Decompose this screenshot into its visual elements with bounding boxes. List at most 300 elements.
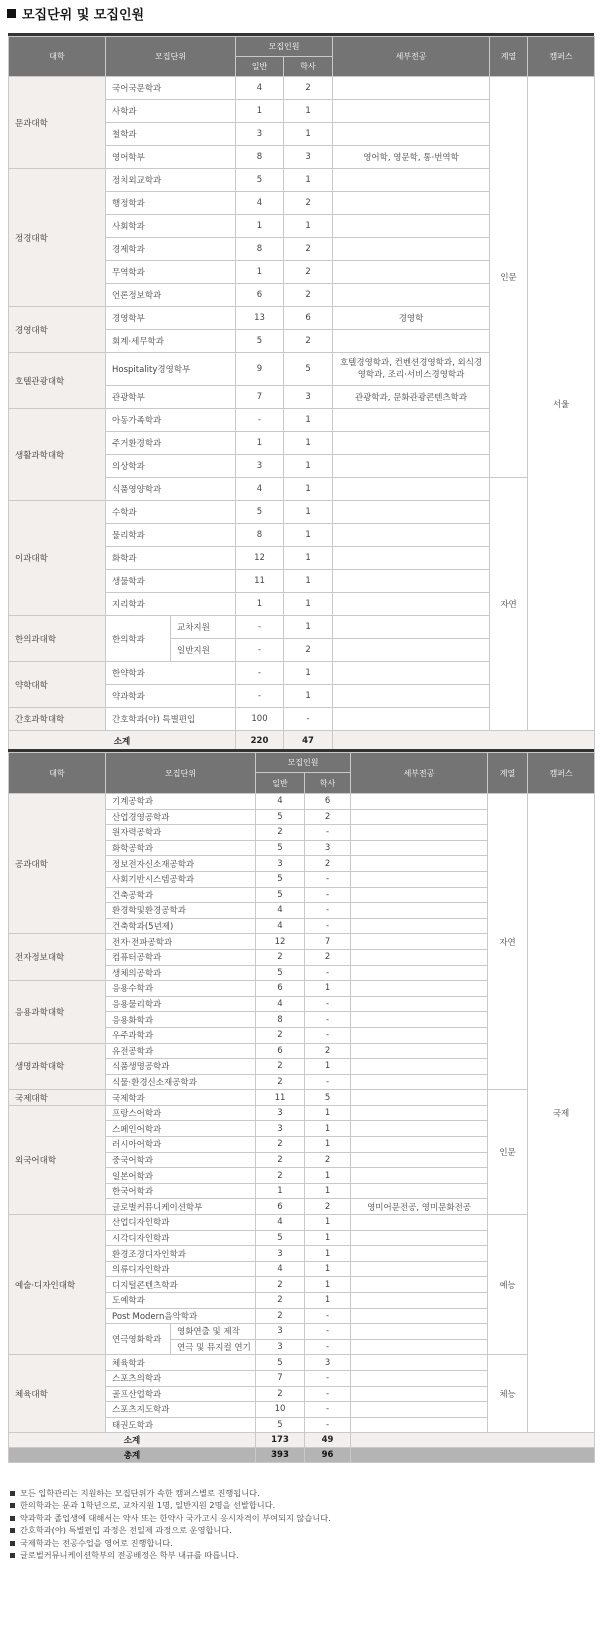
college-cell: 생명과학대학: [9, 1043, 106, 1090]
unit-cell: 중국어학과: [106, 1152, 256, 1168]
detail-cell: [351, 856, 488, 872]
header-unit: 모집단위: [106, 753, 256, 794]
bachelor-count: 1: [284, 501, 333, 524]
general-count: 1: [236, 261, 284, 284]
general-count: 100: [236, 708, 284, 731]
bachelor-count: 1: [305, 1105, 351, 1121]
bachelor-count: 1: [284, 593, 333, 616]
quota-table-global: [8, 749, 594, 1463]
note-text: 약과학과 졸업생에 대해서는 약사 또는 한약사 국가고시 응시자격이 부여되지 않습니다.: [20, 1512, 331, 1523]
unit-cell: 식물·환경신소재공학과: [106, 1074, 256, 1090]
bachelor-count: 2: [305, 1152, 351, 1168]
bachelor-count: -: [284, 708, 333, 731]
general-count: 8: [256, 1012, 305, 1028]
detail-cell: [351, 918, 488, 934]
bachelor-count: -: [305, 1324, 351, 1340]
subtotal-empty: [351, 1433, 595, 1448]
bachelor-count: 5: [305, 1090, 351, 1106]
detail-cell: [351, 934, 488, 950]
college-cell: 한의과대학: [9, 616, 106, 662]
bachelor-count: 1: [284, 616, 333, 639]
bachelor-count: 6: [284, 307, 333, 330]
unit-cell: 스포츠의학과: [106, 1370, 256, 1386]
unit-cell: 스페인어학과: [106, 1121, 256, 1137]
note-item: [8, 1537, 594, 1549]
general-count: 5: [256, 1355, 305, 1371]
sub-unit-cell: 일반지원: [171, 639, 236, 662]
unit-cell: Hospitality경영학부: [106, 353, 236, 386]
general-count: 5: [256, 887, 305, 903]
detail-cell: [351, 1386, 488, 1402]
square-bullet-icon: [7, 9, 16, 18]
bachelor-count: 1: [305, 981, 351, 997]
bachelor-count: -: [305, 903, 351, 919]
college-cell: 경영대학: [9, 307, 106, 353]
general-count: 11: [256, 1090, 305, 1106]
general-count: 7: [256, 1370, 305, 1386]
square-bullet-icon: [10, 1491, 15, 1496]
detail-cell: [333, 432, 490, 455]
detail-cell: [351, 1370, 488, 1386]
unit-cell: 사회기반시스템공학과: [106, 871, 256, 887]
detail-cell: 영어학, 영문학, 통·번역학: [333, 146, 490, 169]
bachelor-count: -: [305, 887, 351, 903]
unit-cell: 일본어학과: [106, 1168, 256, 1184]
note-text: 간호학과(야) 특별편입 과정은 전일제 과정으로 운영합니다.: [20, 1525, 232, 1536]
bachelor-count: 1: [305, 1059, 351, 1075]
subtotal-general: 173: [256, 1433, 305, 1448]
bachelor-count: 1: [305, 1121, 351, 1137]
unit-cell: 원자력공학과: [106, 825, 256, 841]
detail-cell: [333, 524, 490, 547]
bachelor-count: 2: [284, 284, 333, 307]
field-cell: 예능: [488, 1215, 528, 1355]
quota-table-seoul: [8, 33, 594, 752]
header-college: 대학: [9, 37, 106, 77]
general-count: 12: [236, 547, 284, 570]
unit-cell: 건축공학과: [106, 887, 256, 903]
unit-cell: 철학과: [106, 123, 236, 146]
unit-cell: 식품생명공학과: [106, 1059, 256, 1075]
unit-cell: 한국어학과: [106, 1183, 256, 1199]
bachelor-count: 2: [284, 77, 333, 100]
bachelor-count: 1: [284, 524, 333, 547]
square-bullet-icon: [10, 1553, 15, 1558]
detail-cell: [333, 501, 490, 524]
general-count: -: [236, 662, 284, 685]
bachelor-count: 1: [284, 409, 333, 432]
unit-cell: 사회학과: [106, 215, 236, 238]
total-general: 393: [256, 1448, 305, 1463]
unit-cell: 화학공학과: [106, 840, 256, 856]
detail-cell: [351, 1105, 488, 1121]
bachelor-count: 2: [305, 1043, 351, 1059]
header-field: 계열: [488, 753, 528, 794]
detail-cell: [351, 1074, 488, 1090]
subtotal-label: 소계: [9, 731, 236, 752]
general-count: 4: [256, 1261, 305, 1277]
unit-cell: 회계·세무학과: [106, 330, 236, 353]
square-bullet-icon: [10, 1528, 15, 1533]
general-count: 1: [256, 1183, 305, 1199]
general-count: -: [236, 639, 284, 662]
general-count: 3: [256, 1246, 305, 1262]
bachelor-count: 1: [284, 100, 333, 123]
general-count: 3: [256, 1339, 305, 1355]
unit-cell: 우주과학과: [106, 1027, 256, 1043]
general-count: 2: [256, 1137, 305, 1153]
bachelor-count: 1: [284, 662, 333, 685]
college-cell: 예술·디자인대학: [9, 1215, 106, 1355]
detail-cell: [333, 100, 490, 123]
general-count: 2: [256, 1308, 305, 1324]
general-count: 4: [256, 996, 305, 1012]
unit-cell: 주거환경학과: [106, 432, 236, 455]
general-count: 3: [236, 123, 284, 146]
bachelor-count: -: [305, 1402, 351, 1418]
unit-cell: 전자·전파공학과: [106, 934, 256, 950]
detail-cell: [333, 123, 490, 146]
general-count: 5: [256, 1417, 305, 1433]
detail-cell: [351, 1261, 488, 1277]
unit-cell: 행정학과: [106, 192, 236, 215]
unit-cell: 산업디자인학과: [106, 1215, 256, 1231]
detail-cell: [351, 1293, 488, 1309]
general-count: 2: [256, 825, 305, 841]
detail-cell: [333, 409, 490, 432]
field-cell: 인문: [488, 1090, 528, 1215]
general-count: -: [236, 409, 284, 432]
bachelor-count: -: [305, 1339, 351, 1355]
bachelor-count: 2: [305, 1199, 351, 1215]
unit-cell: 체육학과: [106, 1355, 256, 1371]
bachelor-count: 2: [284, 330, 333, 353]
bachelor-count: 1: [305, 1230, 351, 1246]
general-count: 7: [236, 386, 284, 409]
detail-cell: [333, 455, 490, 478]
general-count: 3: [256, 1121, 305, 1137]
unit-cell: 기계공학과: [106, 794, 256, 810]
detail-cell: [333, 330, 490, 353]
detail-cell: [333, 261, 490, 284]
general-count: 2: [256, 1168, 305, 1184]
field-cell: 자연: [490, 478, 528, 731]
general-count: 1: [236, 432, 284, 455]
subtotal-bachelor: 49: [305, 1433, 351, 1448]
unit-cell: 의류디자인학과: [106, 1261, 256, 1277]
detail-cell: [351, 825, 488, 841]
detail-cell: [351, 996, 488, 1012]
general-count: 2: [256, 1074, 305, 1090]
detail-cell: [351, 1090, 488, 1106]
detail-cell: [351, 840, 488, 856]
total-bachelor: 96: [305, 1448, 351, 1463]
bachelor-count: -: [305, 1386, 351, 1402]
unit-cell: 의상학과: [106, 455, 236, 478]
detail-cell: [351, 1137, 488, 1153]
unit-cell: 러시아어학과: [106, 1137, 256, 1153]
general-count: 10: [256, 1402, 305, 1418]
detail-cell: [333, 192, 490, 215]
bachelor-count: 3: [305, 1355, 351, 1371]
bachelor-count: 1: [284, 215, 333, 238]
general-count: 3: [256, 1324, 305, 1340]
unit-cell: 정치외교학과: [106, 169, 236, 192]
college-cell: 응용과학대학: [9, 981, 106, 1043]
section-title: [7, 3, 144, 23]
bachelor-count: -: [305, 1074, 351, 1090]
unit-cell: 물리학과: [106, 524, 236, 547]
header-detail: 세부전공: [333, 37, 490, 77]
bachelor-count: 1: [284, 478, 333, 501]
unit-cell: 경제학과: [106, 238, 236, 261]
general-count: 5: [236, 330, 284, 353]
total-empty: [351, 1448, 595, 1463]
bachelor-count: 1: [284, 547, 333, 570]
bachelor-count: 6: [305, 794, 351, 810]
unit-cell: 응용물리학과: [106, 996, 256, 1012]
general-count: 2: [256, 1277, 305, 1293]
general-count: 2: [256, 1059, 305, 1075]
unit-cell: 아동가족학과: [106, 409, 236, 432]
detail-cell: [333, 570, 490, 593]
subtotal-label: 소계: [9, 1433, 256, 1448]
unit-cell: 유전공학과: [106, 1043, 256, 1059]
bachelor-count: 2: [284, 639, 333, 662]
college-cell: 체육대학: [9, 1355, 106, 1433]
header-bachelor: 학사: [284, 57, 333, 77]
detail-cell: [333, 215, 490, 238]
note-item: [8, 1499, 594, 1511]
unit-cell: 간호학과(야) 특별편입: [106, 708, 236, 731]
note-text: 국제학과는 전공수업을 영어로 진행합니다.: [20, 1537, 173, 1548]
college-cell: 외국어대학: [9, 1105, 106, 1214]
bachelor-count: 2: [305, 856, 351, 872]
bachelor-count: 7: [305, 934, 351, 950]
square-bullet-icon: [10, 1541, 15, 1546]
field-cell: 체능: [488, 1355, 528, 1433]
section-title-text: 모집단위 및 모집인원: [22, 7, 145, 23]
general-count: 9: [236, 353, 284, 386]
square-bullet-icon: [10, 1503, 15, 1508]
unit-cell: 환경조경디자인학과: [106, 1246, 256, 1262]
general-count: 6: [256, 1199, 305, 1215]
sub-unit-cell: 영화연출 및 제작: [171, 1324, 256, 1340]
college-cell: 정경대학: [9, 169, 106, 307]
unit-cell: 무역학과: [106, 261, 236, 284]
header-general: 일반: [236, 57, 284, 77]
general-count: 2: [256, 949, 305, 965]
detail-cell: [351, 1168, 488, 1184]
bachelor-count: -: [305, 996, 351, 1012]
unit-cell: 지리학과: [106, 593, 236, 616]
sub-unit-cell: 연극 및 뮤지컬 연기: [171, 1339, 256, 1355]
general-count: 5: [256, 809, 305, 825]
general-count: 1: [236, 215, 284, 238]
detail-cell: 호텔경영학과, 컨벤션경영학과, 외식경영학과, 조리·서비스경영학과: [333, 353, 490, 386]
bachelor-count: 2: [284, 192, 333, 215]
unit-cell: 언론정보학과: [106, 284, 236, 307]
campus-cell: 국제: [528, 794, 595, 1433]
unit-cell: 생물학과: [106, 570, 236, 593]
note-item: [8, 1512, 594, 1524]
general-count: 2: [256, 1293, 305, 1309]
general-count: 2: [256, 1386, 305, 1402]
unit-cell: 응용화학과: [106, 1012, 256, 1028]
general-count: 5: [256, 840, 305, 856]
bachelor-count: -: [305, 1012, 351, 1028]
detail-cell: 영미어문전공, 영미문화전공: [351, 1199, 488, 1215]
detail-cell: [333, 238, 490, 261]
detail-cell: [333, 708, 490, 731]
unit-cell: 영어학부: [106, 146, 236, 169]
college-cell: 약학대학: [9, 662, 106, 708]
unit-cell: 디지털콘텐츠학과: [106, 1277, 256, 1293]
unit-cell: 사학과: [106, 100, 236, 123]
detail-cell: [351, 871, 488, 887]
unit-cell: 국제학과: [106, 1090, 256, 1106]
unit-cell: 한약학과: [106, 662, 236, 685]
bachelor-count: -: [305, 825, 351, 841]
notes-list: [8, 1487, 594, 1561]
note-text: 모든 입학관리는 지원하는 모집단위가 속한 캠퍼스별로 진행됩니다.: [20, 1488, 260, 1498]
header-campus: 캠퍼스: [528, 37, 595, 77]
general-count: 4: [236, 77, 284, 100]
note-text: 글로벌커뮤니케이션학부의 전공배정은 학부 내규를 따릅니다.: [20, 1550, 239, 1561]
bachelor-count: 1: [284, 685, 333, 708]
general-count: 5: [256, 965, 305, 981]
detail-cell: [351, 1277, 488, 1293]
detail-cell: [351, 981, 488, 997]
general-count: 8: [236, 146, 284, 169]
detail-cell: [351, 794, 488, 810]
bachelor-count: -: [305, 918, 351, 934]
unit-cell: 약과학과: [106, 685, 236, 708]
detail-cell: [351, 1043, 488, 1059]
college-cell: 호텔관광대학: [9, 353, 106, 409]
bachelor-count: 1: [305, 1183, 351, 1199]
unit-cell: 스포츠지도학과: [106, 1402, 256, 1418]
unit-cell: 프랑스어학과: [106, 1105, 256, 1121]
detail-cell: [333, 639, 490, 662]
general-count: 1: [236, 100, 284, 123]
total-label: 총계: [9, 1448, 256, 1463]
header-field: 계열: [490, 37, 528, 77]
general-count: 8: [236, 524, 284, 547]
unit-cell: 생체의공학과: [106, 965, 256, 981]
unit-cell: 응용수학과: [106, 981, 256, 997]
detail-cell: [351, 1215, 488, 1231]
detail-cell: [333, 662, 490, 685]
field-cell: 자연: [488, 794, 528, 1090]
college-cell: 전자정보대학: [9, 934, 106, 981]
college-cell: 이과대학: [9, 501, 106, 616]
unit-cell: 한의학과: [106, 616, 171, 662]
detail-cell: [351, 1230, 488, 1246]
bachelor-count: 3: [284, 386, 333, 409]
subtotal-bachelor: 47: [284, 731, 333, 752]
detail-cell: [333, 685, 490, 708]
general-count: 6: [236, 284, 284, 307]
detail-cell: [351, 1402, 488, 1418]
general-count: 1: [236, 593, 284, 616]
subtotal-general: 220: [236, 731, 284, 752]
bachelor-count: 1: [305, 1137, 351, 1153]
college-cell: 문과대학: [9, 77, 106, 169]
bachelor-count: -: [305, 965, 351, 981]
header-college: 대학: [9, 753, 106, 794]
detail-cell: [351, 809, 488, 825]
unit-cell: 골프산업학과: [106, 1386, 256, 1402]
bachelor-count: 1: [305, 1246, 351, 1262]
note-item: [8, 1549, 594, 1561]
header-unit: 모집단위: [106, 37, 236, 77]
detail-cell: [351, 1152, 488, 1168]
bachelor-count: 1: [284, 455, 333, 478]
detail-cell: [351, 965, 488, 981]
bachelor-count: 1: [284, 570, 333, 593]
general-count: 4: [256, 794, 305, 810]
detail-cell: [351, 949, 488, 965]
college-cell: 간호과학대학: [9, 708, 106, 731]
detail-cell: [351, 1027, 488, 1043]
general-count: 2: [256, 1152, 305, 1168]
unit-cell: 컴퓨터공학과: [106, 949, 256, 965]
general-count: 5: [236, 501, 284, 524]
bachelor-count: 1: [305, 1168, 351, 1184]
sub-unit-cell: 교차지원: [171, 616, 236, 639]
detail-cell: [351, 1246, 488, 1262]
bachelor-count: 3: [305, 840, 351, 856]
header-general: 일반: [256, 773, 305, 794]
unit-cell: 관광학부: [106, 386, 236, 409]
unit-cell: 산업경영공학과: [106, 809, 256, 825]
detail-cell: [351, 1012, 488, 1028]
bachelor-count: 2: [284, 261, 333, 284]
unit-cell: 태권도학과: [106, 1417, 256, 1433]
header-campus: 캠퍼스: [528, 753, 595, 794]
header-quota: 모집인원: [256, 753, 351, 773]
bachelor-count: 1: [284, 432, 333, 455]
header-bachelor: 학사: [305, 773, 351, 794]
unit-cell: 화학과: [106, 547, 236, 570]
general-count: -: [236, 616, 284, 639]
unit-cell: 시각디자인학과: [106, 1230, 256, 1246]
general-count: 11: [236, 570, 284, 593]
unit-cell: 연극영화학과: [106, 1324, 171, 1355]
college-cell: 국제대학: [9, 1090, 106, 1106]
detail-cell: [351, 1355, 488, 1371]
unit-cell: 도예학과: [106, 1293, 256, 1309]
general-count: 4: [236, 192, 284, 215]
detail-cell: [351, 1059, 488, 1075]
general-count: 3: [256, 856, 305, 872]
bachelor-count: 3: [284, 146, 333, 169]
detail-cell: [351, 1417, 488, 1433]
bachelor-count: -: [305, 1370, 351, 1386]
detail-cell: [351, 1339, 488, 1355]
college-cell: 공과대학: [9, 794, 106, 934]
note-item: [8, 1487, 594, 1499]
detail-cell: [351, 903, 488, 919]
general-count: 4: [236, 478, 284, 501]
unit-cell: 정보전자신소재공학과: [106, 856, 256, 872]
general-count: 8: [236, 238, 284, 261]
general-count: -: [236, 685, 284, 708]
general-count: 4: [256, 1215, 305, 1231]
general-count: 5: [256, 871, 305, 887]
bachelor-count: 1: [305, 1215, 351, 1231]
